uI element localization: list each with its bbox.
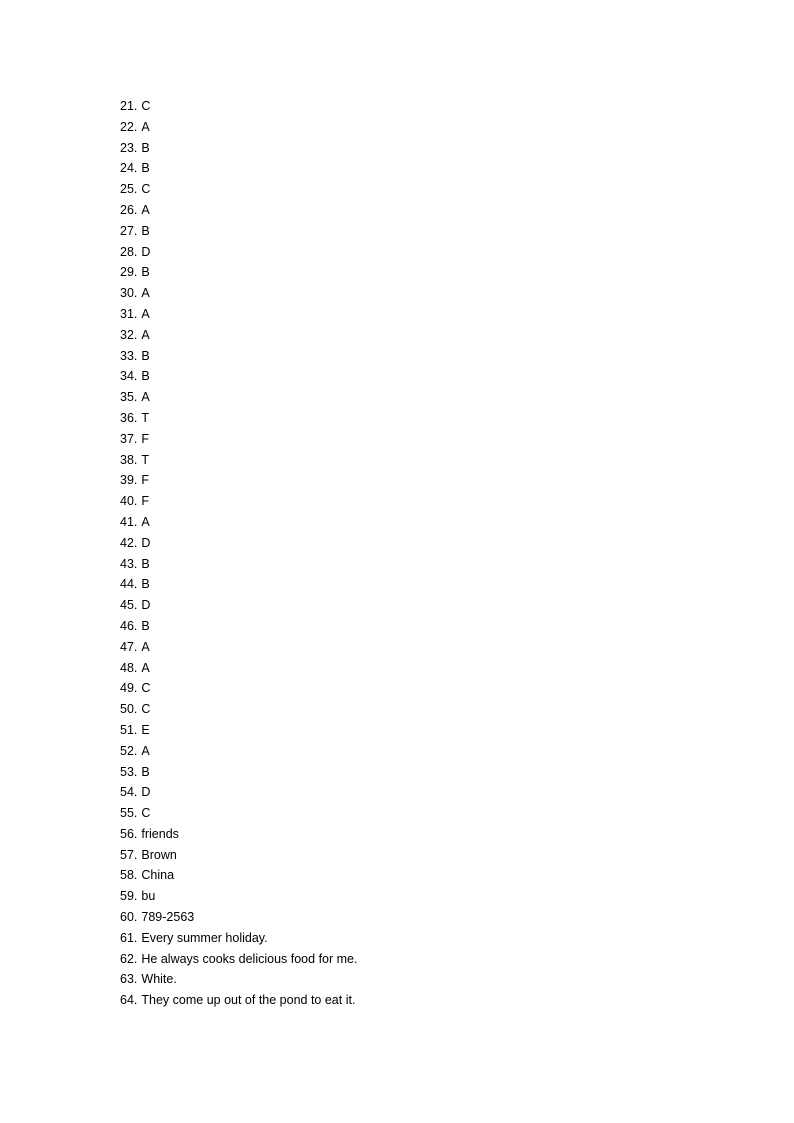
answer-row [120, 387, 357, 408]
question-number: 51. [120, 722, 138, 737]
question-number: 55. [120, 806, 138, 821]
answer-text: A [141, 639, 150, 654]
question-number: 44. [120, 577, 138, 592]
answer-text: B [141, 556, 150, 571]
question-number: 53. [120, 764, 138, 779]
answer-text: A [141, 306, 150, 321]
answer-text: B [141, 764, 150, 779]
answer-text: They come up out of the pond to eat it. [141, 993, 356, 1008]
answer-row [120, 928, 357, 949]
answer-text: C [141, 99, 151, 113]
answer-row [120, 907, 357, 928]
answer-row [120, 450, 357, 471]
answer-list [120, 96, 357, 1011]
answer-row [120, 304, 357, 325]
answer-text: C [141, 681, 151, 696]
question-number: 31. [120, 306, 138, 321]
answer-row [120, 262, 357, 283]
answer-row [120, 200, 357, 221]
answer-text: T [141, 410, 150, 425]
answer-row [120, 699, 357, 720]
answer-row [120, 221, 357, 242]
question-number: 48. [120, 660, 138, 675]
answer-text: B [141, 577, 150, 592]
answer-text: D [141, 785, 151, 800]
answer-text: White. [141, 972, 177, 987]
answer-row [120, 117, 357, 138]
answer-row [120, 512, 357, 533]
question-number: 33. [120, 348, 138, 363]
answer-row [120, 803, 357, 824]
answer-text: A [141, 327, 150, 342]
answer-text: Brown [141, 847, 177, 862]
answer-text: E [141, 722, 150, 737]
answer-text: B [141, 161, 150, 176]
answer-row [120, 949, 357, 970]
question-number: 34. [120, 369, 138, 384]
answer-text: B [141, 369, 150, 384]
answer-text: B [141, 140, 150, 155]
question-number: 25. [120, 182, 138, 197]
question-number: 29. [120, 265, 138, 280]
answer-row [120, 616, 357, 637]
answer-row [120, 158, 357, 179]
question-number: 38. [120, 452, 138, 467]
answer-text: D [141, 244, 151, 259]
question-number: 39. [120, 473, 138, 488]
answer-row [120, 741, 357, 762]
answer-row [120, 637, 357, 658]
answer-row [120, 325, 357, 346]
answer-text: F [141, 431, 150, 446]
answer-row [120, 283, 357, 304]
answer-text: A [141, 514, 150, 529]
answer-text: B [141, 618, 150, 633]
answer-text: He always cooks delicious food for me. [141, 951, 358, 966]
answer-row [120, 782, 357, 803]
answer-row [120, 96, 357, 117]
answer-text: F [141, 473, 150, 488]
question-number: 41. [120, 514, 138, 529]
question-number: 61. [120, 930, 138, 945]
question-number: 63. [120, 972, 138, 987]
answer-text: T [141, 452, 150, 467]
question-number: 28. [120, 244, 138, 259]
question-number: 23. [120, 140, 138, 155]
answer-row [120, 762, 357, 783]
question-number: 62. [120, 951, 138, 966]
answer-text: A [141, 390, 150, 405]
answer-row [120, 242, 357, 263]
answer-row [120, 865, 357, 886]
answer-row [120, 179, 357, 200]
question-number: 52. [120, 743, 138, 758]
answer-text: friends [141, 826, 179, 841]
answer-row [120, 886, 357, 907]
answer-row [120, 138, 357, 159]
question-number: 24. [120, 161, 138, 176]
answer-text: A [141, 660, 150, 675]
answer-row [120, 990, 357, 1011]
answer-row [120, 595, 357, 616]
question-number: 26. [120, 202, 138, 217]
answer-text: Every summer holiday. [141, 930, 268, 945]
question-number: 58. [120, 868, 138, 883]
question-number: 43. [120, 556, 138, 571]
question-number: 54. [120, 785, 138, 800]
answer-row [120, 658, 357, 679]
answer-text: F [141, 494, 150, 509]
question-number: 22. [120, 119, 138, 134]
answer-text: B [141, 265, 150, 280]
answer-text: D [141, 535, 151, 550]
question-number: 46. [120, 618, 138, 633]
answer-text: A [141, 286, 150, 301]
answer-row [120, 366, 357, 387]
answer-text: A [141, 743, 150, 758]
question-number: 60. [120, 910, 138, 925]
answer-text: D [141, 598, 151, 613]
answer-text: A [141, 202, 150, 217]
question-number: 36. [120, 410, 138, 425]
answer-row [120, 429, 357, 450]
answer-text: China [141, 868, 175, 883]
answer-row [120, 824, 357, 845]
answer-row [120, 574, 357, 595]
question-number: 64. [120, 993, 138, 1008]
answer-text: A [141, 119, 150, 134]
question-number: 57. [120, 847, 138, 862]
answer-row [120, 491, 357, 512]
question-number: 45. [120, 598, 138, 613]
answer-row [120, 408, 357, 429]
answer-text: C [141, 182, 151, 197]
answer-text: C [141, 702, 151, 717]
question-number: 32. [120, 327, 138, 342]
answer-row [120, 554, 357, 575]
question-number: 40. [120, 494, 138, 509]
question-number: 47. [120, 639, 138, 654]
answer-row [120, 346, 357, 367]
answer-text: B [141, 348, 150, 363]
question-number: 37. [120, 431, 138, 446]
answer-text: B [141, 223, 150, 238]
question-number: 42. [120, 535, 138, 550]
answer-row [120, 678, 357, 699]
question-number: 50. [120, 702, 138, 717]
question-number: 35. [120, 390, 138, 405]
answer-text: 789-2563 [141, 910, 195, 925]
answer-row [120, 470, 357, 491]
question-number: 59. [120, 889, 138, 904]
question-number: 30. [120, 286, 138, 301]
answer-row [120, 533, 357, 554]
answer-text: bu [141, 889, 156, 904]
answer-row [120, 969, 357, 990]
answer-row [120, 845, 357, 866]
question-number: 21. [120, 99, 138, 113]
question-number: 49. [120, 681, 138, 696]
question-number: 27. [120, 223, 138, 238]
answer-text: C [141, 806, 151, 821]
question-number: 56. [120, 826, 138, 841]
answer-row [120, 720, 357, 741]
